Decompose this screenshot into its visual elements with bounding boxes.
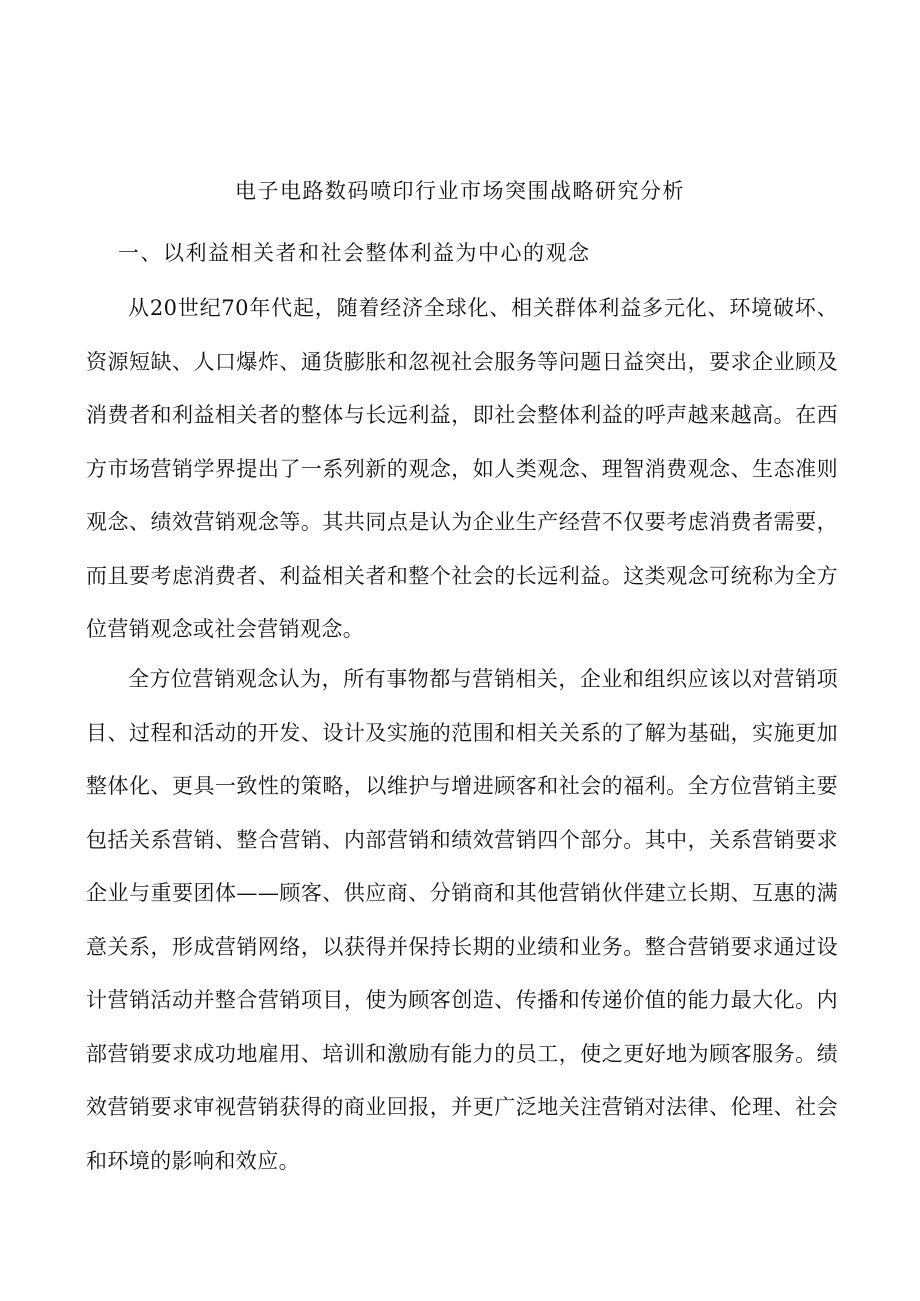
document-title: 电子电路数码喷印行业市场突围战略研究分析	[235, 179, 685, 203]
section-heading: 一、以利益相关者和社会整体利益为中心的观念	[118, 241, 591, 265]
body-paragraph-1: 从20世纪70年代起，随着经济全球化、相关群体利益多元化、环境破坏、资源短缺、人口爆炸、通货膨胀和忽视社会服务等问题日益突出，要求企业顾及消费者和利益相关者的整体与长远利益，即社会整体利益的呼声越来越高。在西方市场营销学界提出了一系列新的观念，如人类观念、理智消费观念、生态准则观念、绩效营销观念等。其共同点是认为企业生产经营不仅要考虑消费者需要，而且要考虑消费者、利益相关者和整个社会的长远利益。这类观念可统称为全方位营销观念或社会营销观念。	[86, 296, 838, 641]
body-paragraph-2: 全方位营销观念认为，所有事物都与营销相关，企业和组织应该以对营销项目、过程和活动的开发、设计及实施的范围和相关关系的了解为基础，实施更加整体化、更具一致性的策略，以维护与增进顾客和社会的福利。全方位营销主要包括关系营销、整合营销、内部营销和绩效营销四个部分。其中，关系营销要求企业与重要团体——顾客、供应商、分销商和其他营销伙伴建立长期、互惠的满意关系，形成营销网络，以获得并保持长期的业绩和业务。整合营销要求通过设计营销活动并整合营销项目，使为顾客创造、传播和传递价值的能力最大化。内部营销要求成功地雇用、培训和激励有能力的员工，使之更好地为顾客服务。绩效营销要求审视营销获得的商业回报，并更广泛地关注营销对法律、伦理、社会和环境的影响和效应。	[86, 667, 838, 1173]
